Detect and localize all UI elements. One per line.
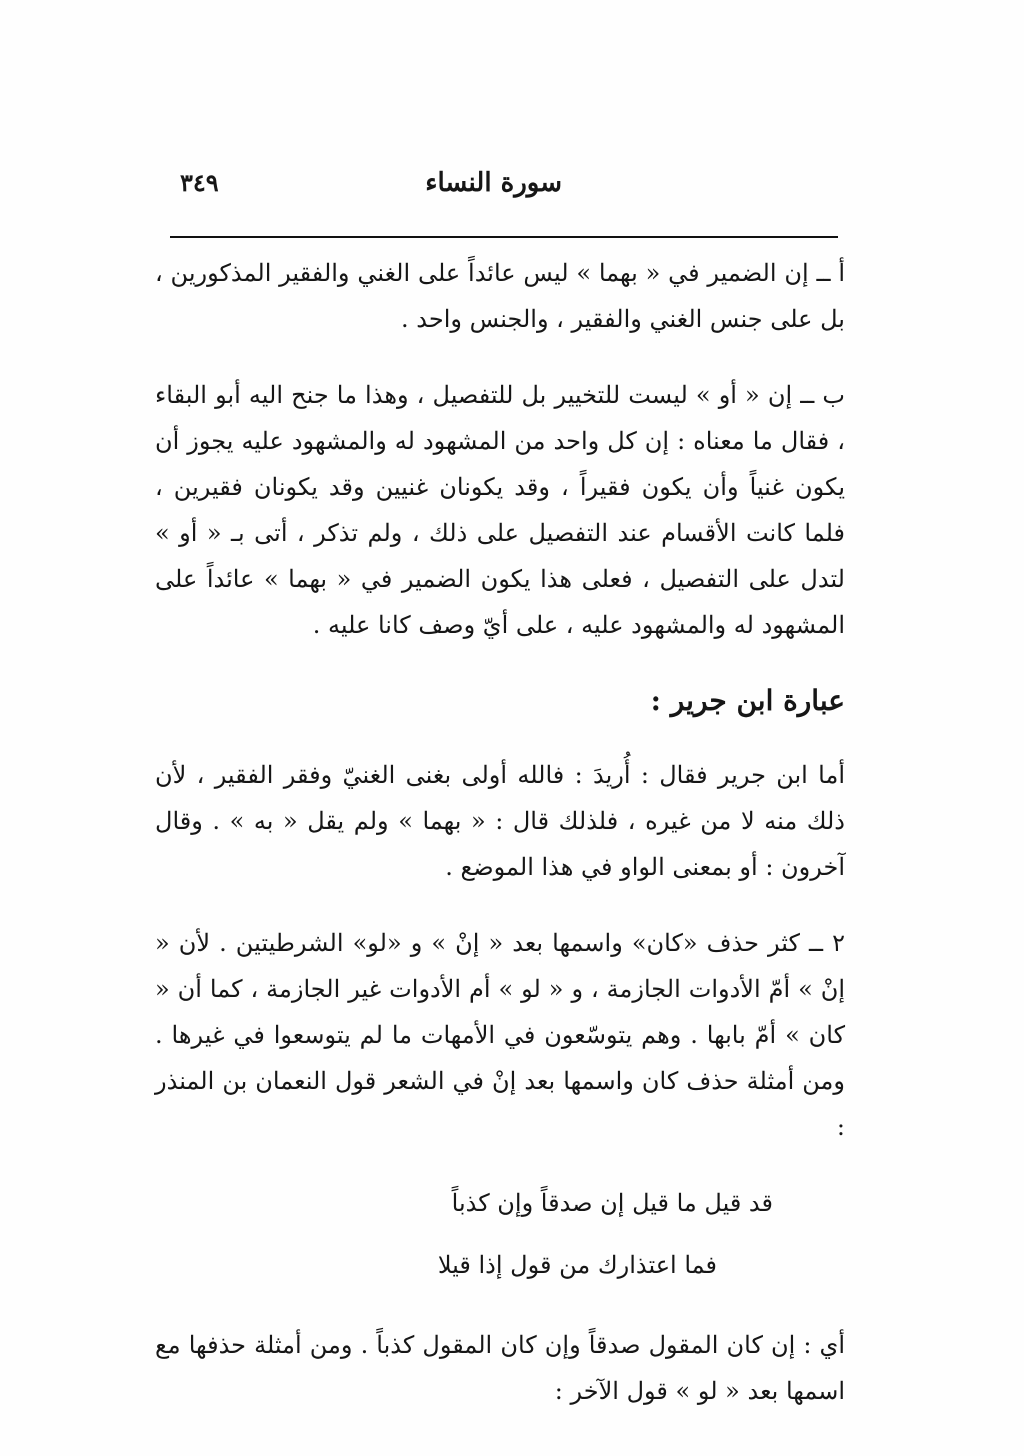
closing-paragraph: أي : إن كان المقول صدقاً وإن كان المقول كذباً . ومن أمثلة حذفها مع اسمها بعد « لو » قول الآخر : <box>155 1331 845 1405</box>
page-number: ٣٤٩ <box>180 168 219 197</box>
header-rule <box>170 236 838 238</box>
paragraph-a: أ ــ إن الضمير في « بهما » ليس عائداً على الغني والفقير المذكورين ، بل على جنس الغني والفقير ، والجنس واحد . <box>155 259 845 333</box>
document-body <box>155 250 845 1444</box>
ibn-jarir-paragraph: أما ابن جرير فقال : أُريدَ : فالله أولى بغنى الغنيّ وفقر الفقير ، لأن ذلك منه لا من غيره ، فلذلك قال : « بهما » ولم يقل « به » . وقال آخرون : أو بمعنى الواو في هذا الموضع . <box>155 761 845 881</box>
running-title: سورة النساء <box>425 168 562 198</box>
section-title: عبارة ابن جرير : <box>650 684 845 717</box>
paragraph-b: ب ــ إن « أو » ليست للتخيير بل للتفصيل ، وهذا ما جنح اليه أبو البقاء ، فقال ما معناه : إن كل واحد من المشهود له والمشهود عليه يجوز أن يكون غنياً وأن يكون فقيراً ، وقد يكونان غنيين وقد يكونان فقيرين ، فلما كانت الأقسام عند التفصيل على ذلك ، ولم تذكر ، أتى بـ « أو » لتدل على التفصيل ، فعلى هذا يكون الضمير في « بهما » عائداً على المشهود له والمشهود عليه ، على أيّ وصف كانا عليه . <box>155 381 845 639</box>
verse-line-1: قد قيل ما قيل إن صدقاً وإن كذباً <box>451 1189 773 1217</box>
page-header <box>170 168 838 216</box>
paragraph-2: ٢ ــ كثر حذف «كان» واسمها بعد « إنْ » و «لو» الشرطيتين . لأن « إنْ » أمّ الأدوات الجازمة ، و « لو » أم الأدوات غير الجازمة ، كما أن « كان » أمّ بابها . وهم يتوسّعون في الأمهات ما لم يتوسعوا في غيرها . ومن أمثلة حذف كان واسمها بعد إنْ في الشعر قول النعمان بن المنذر : <box>155 929 845 1141</box>
verse-line-2: فما اعتذارك من قول إذا قيلا <box>437 1251 717 1279</box>
